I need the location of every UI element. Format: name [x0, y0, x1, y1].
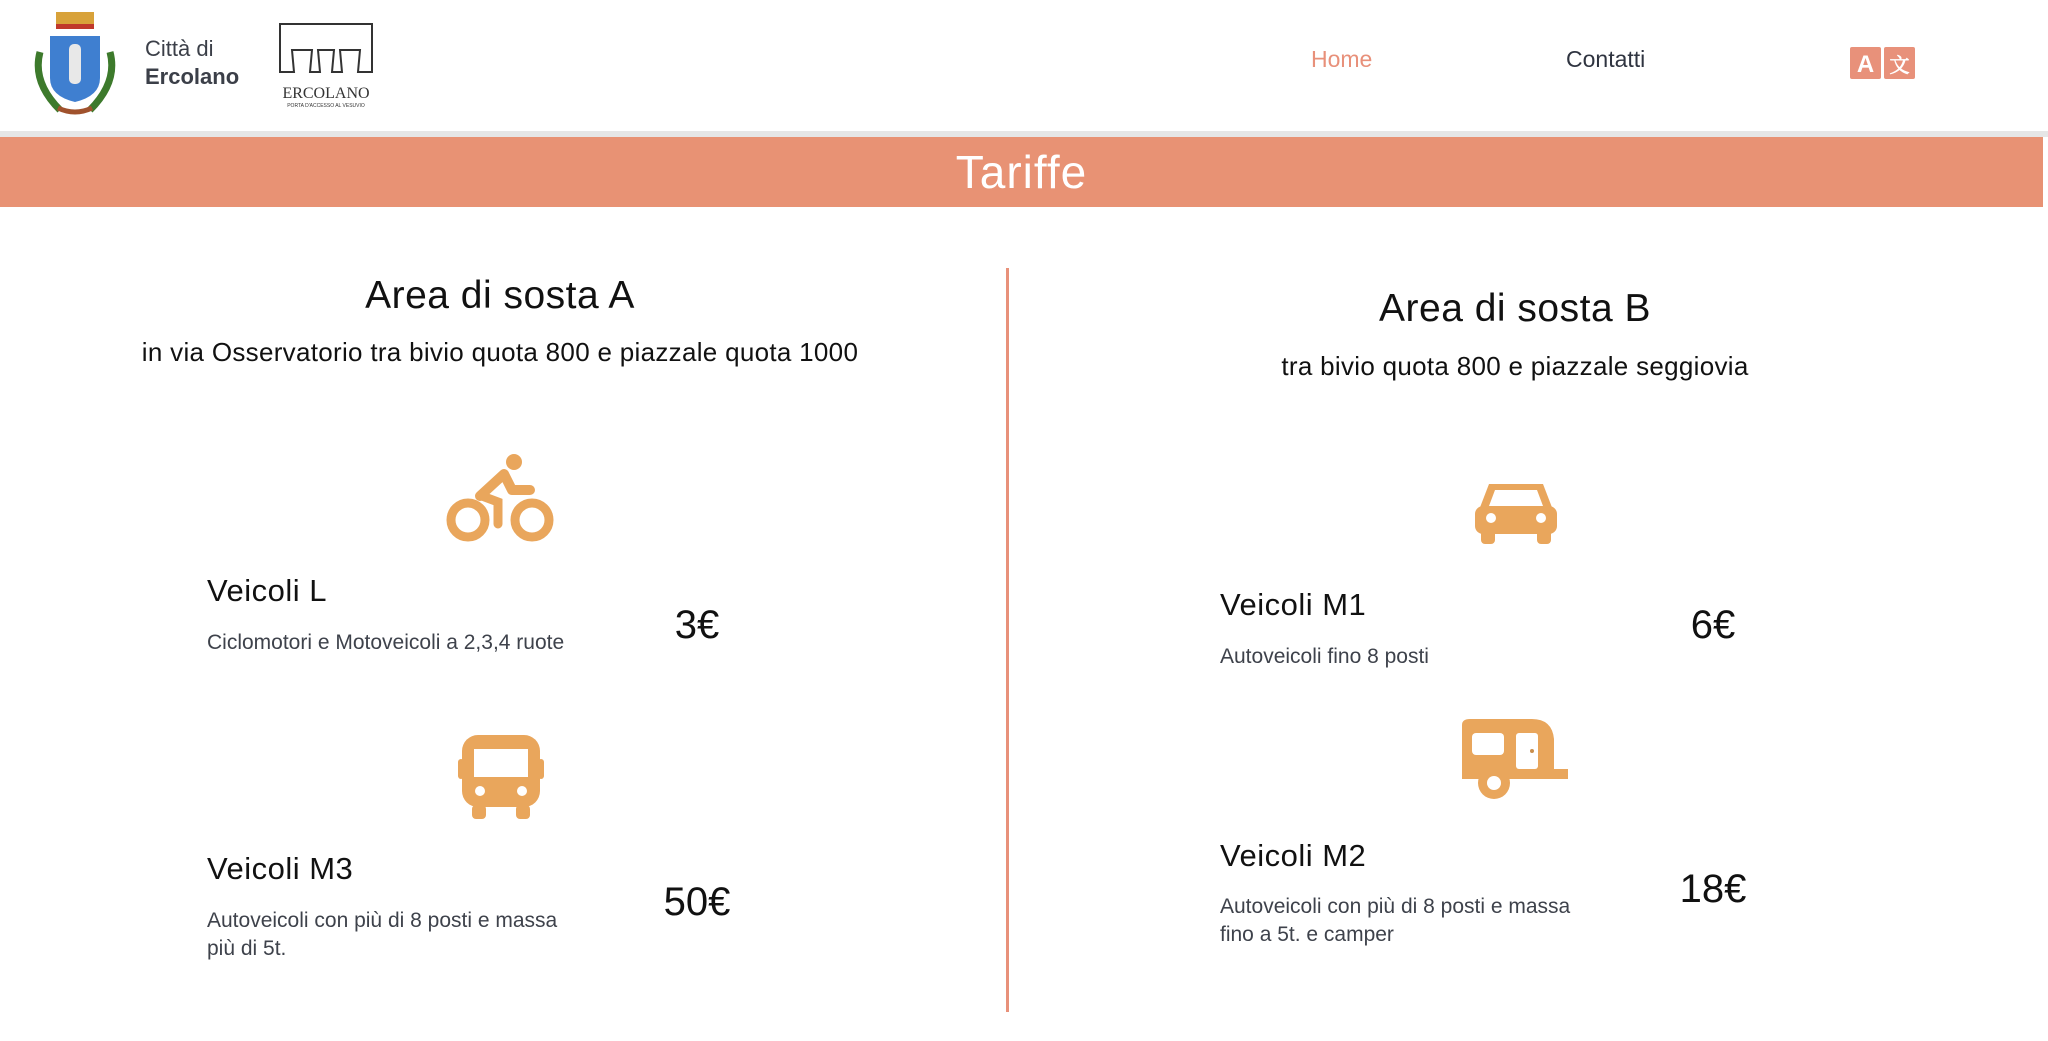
site-header [0, 0, 2048, 131]
vehicle-price: 6€ [1690, 603, 1736, 647]
nav-home[interactable]: Home [1311, 46, 1373, 72]
vehicle-name: Veicoli M2 [1220, 838, 1367, 873]
vehicle-price: 18€ [1679, 867, 1747, 911]
ercolano-logo[interactable] [276, 22, 376, 108]
vehicle-name: Veicoli L [207, 573, 327, 608]
svg-text:文: 文 [1889, 53, 1910, 77]
column-divider [1006, 268, 1009, 1012]
vehicle-price: 50€ [663, 880, 731, 924]
vehicle-description: Autoveicoli con più di 8 posti e massa fino a 5t. e camper [1220, 895, 1571, 946]
area-b-subtitle: tra bivio quota 800 e piazzale seggiovia [1281, 351, 1749, 381]
page-title-banner: Tariffe [0, 137, 2043, 207]
area-b-title: Area di sosta B [1379, 287, 1651, 330]
vehicle-description: Autoveicoli con più di 8 posti e massa più di 5t. [207, 909, 558, 960]
city-crest-logo[interactable] [30, 12, 120, 125]
translate-icon[interactable] [1850, 47, 1915, 84]
logo-text: ERCOLANO [282, 85, 370, 102]
vehicle-name: Veicoli M3 [207, 851, 354, 886]
area-a-title: Area di sosta A [365, 274, 635, 317]
car-icon [1473, 480, 1559, 546]
city-name-line1: Città di [145, 36, 214, 61]
vehicle-price: 3€ [674, 603, 720, 647]
bus-icon [458, 733, 544, 821]
logo-tagline: PORTA D'ACCESSO AL VESUVIO [287, 103, 365, 109]
vehicle-name: Veicoli M1 [1220, 587, 1367, 622]
vehicle-description: Autoveicoli fino 8 posti [1220, 645, 1429, 668]
caravan-icon [1462, 719, 1570, 801]
city-name-line2: Ercolano [145, 64, 240, 89]
area-a-subtitle: in via Osservatorio tra bivio quota 800 e piazzale quota 1000 [141, 337, 859, 367]
svg-text:A: A [1856, 51, 1875, 78]
nav-contatti[interactable]: Contatti [1566, 46, 1646, 72]
vehicle-description: Ciclomotori e Motoveicoli a 2,3,4 ruote [207, 631, 565, 654]
motorcycle-icon [446, 454, 556, 542]
